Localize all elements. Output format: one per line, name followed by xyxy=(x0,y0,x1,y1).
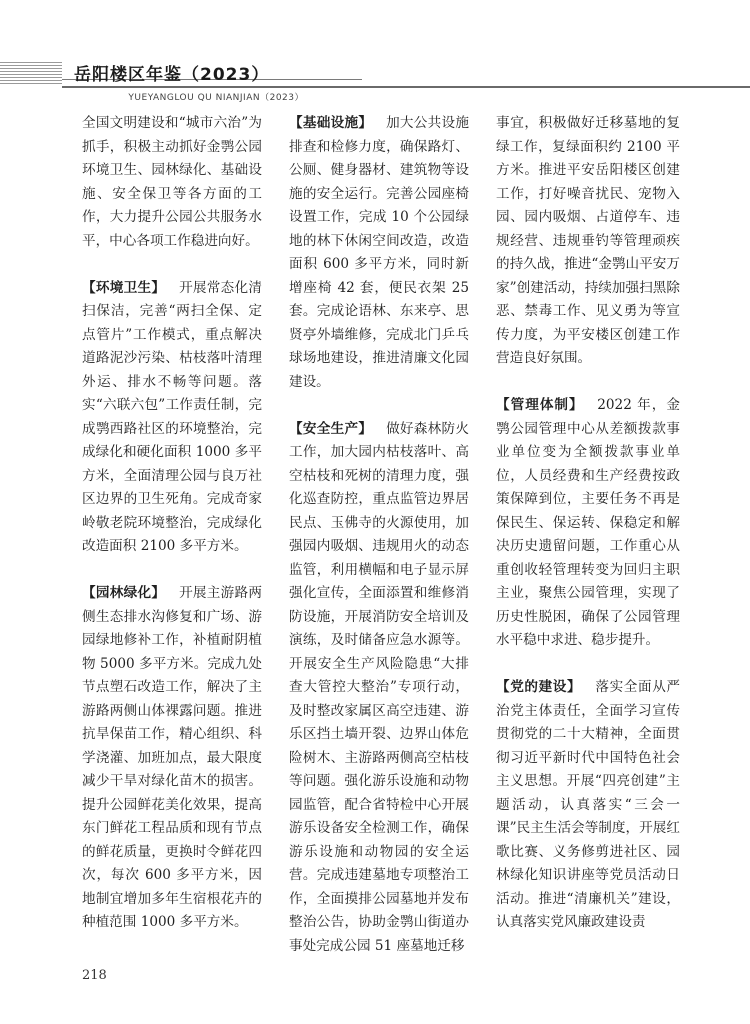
paragraph-text: 加大公共设施排查和检修力度，确保路灯、公厕、健身器材、建筑物等设施的安全运行。完善公园座椅设置工作，完成 10 个公园绿地的林下休闲空间改造，改造面积 600 多平方米，同时新增座椅 42 套，便民衣架 25 套。完成论语林、东来亭、思贤亭外墙维修，完成北门乒乓球场地建设，推进清廉文化园建设。 xyxy=(289,115,469,390)
paragraph xyxy=(82,277,262,559)
header-rule xyxy=(62,86,750,88)
page-number: 218 xyxy=(82,968,107,983)
text-column-1 xyxy=(82,112,262,958)
paragraph xyxy=(82,582,262,935)
section-keyword: 【基础设施】 xyxy=(289,115,373,131)
paragraph xyxy=(289,418,469,959)
paragraph xyxy=(82,112,262,253)
paragraph-text: 开展常态化清扫保洁，完善“两扫全保、定点管片”工作模式，重点解决道路泥沙污染、枯枝落叶清理外运、排水不畅等问题。落实“六联六包”工作责任制，完成鹗西路社区的环境整治，完成绿化和硬化面积 1000 多平方米，全面清理公园与良万社区边界的卫生死角。完成奇家岭敬老院环境整治，完成绿化改造面积 2100 多平方米。 xyxy=(82,279,262,554)
text-column-2 xyxy=(289,112,469,982)
section-keyword: 【管理体制】 xyxy=(496,397,584,413)
running-header-title: 岳阳楼区年鉴（2023） xyxy=(74,65,270,85)
section-keyword: 【党的建设】 xyxy=(496,679,582,695)
section-keyword: 【环境卫生】 xyxy=(82,279,166,296)
paragraph xyxy=(496,676,680,935)
section-keyword: 【园林绿化】 xyxy=(82,585,166,601)
header-stripes-decoration xyxy=(0,62,62,84)
paragraph-text: 开展主游路两侧生态排水沟修复和广场、游园绿地修补工作，补植耐阴植物 5000 多平方米。完成九处节点塑石改造工作，解决了主游路两侧山体裸露问题。推进抗旱保苗工作，精心组织、科学浇灌、加班加点，最大限度减少干旱对绿化苗木的损害。提升公园鲜花美化效果，提高东门鲜花工程品质和现有节点的鲜花质量，更换时令鲜花四次，每次 600 多平方米，因地制宜增加多年生宿根花卉的种植范围 1000 多平方米。 xyxy=(82,585,262,930)
paragraph xyxy=(496,112,680,371)
paragraph-text: 落实全面从严治党主体责任，全面学习宣传贯彻党的二十大精神，全面贯彻习近平新时代中国特色社会主义思想。开展“四亮创建”主题活动，认真落实“三会一课”民主生活会等制度，开展红歌比赛、义务修剪进社区、园林绿化知识讲座等党员活动日活动。推进“清廉机关”建设，认真落实党风廉政建设责 xyxy=(496,679,680,930)
paragraph xyxy=(496,394,680,653)
paragraph-text: 2022 年，金鹗公园管理中心从差额拨款事业单位变为全额拨款事业单位，人员经费和生产经费按政策保障到位，主要任务不再是保民生、保运转、保稳定和解决历史遗留问题，工作重心从重创收轻管理转变为回归主职主业，聚焦公园管理，实现了历史性脱困，确保了公园管理水平稳中求进、稳步提升。 xyxy=(496,397,680,648)
paragraph-text: 事宜，积极做好迁移墓地的复绿工作，复绿面积约 2100 平方米。推进平安岳阳楼区创建工作，打好噪音扰民、宠物入园、园内吸烟、占道停车、违规经营、违规垂钓等管理顽疾的持久战，推进“金鹗山平安万家”创建活动，持续加强扫黑除恶、禁毒工作、见义勇为等宣传力度，为平安楼区创建工作营造良好氛围。 xyxy=(496,115,680,366)
running-header-subtitle: YUEYANGLOU QU NIANJIAN（2023） xyxy=(128,93,304,103)
paragraph-text: 做好森林防火工作，加大园内枯枝落叶、高空枯枝和死树的清理力度，强化巡查防控，重点监管边界居民点、玉佛寺的火源使用，加强园内吸烟、违规用火的动态监管，利用横幅和电子显示屏强化宣传，全面添置和维修消防设施，开展消防安全培训及演练，及时储备应急水源等。开展安全生产风险隐患“大排查大管控大整治”专项行动，及时整改家属区高空违建、游乐区挡土墙开裂、边界山体危险树木、主游路两侧高空枯枝等问题。强化游乐设施和动物园监管，配合省特检中心开展游乐设备安全检测工作，确保游乐设施和动物园的安全运营。完成违建墓地专项整治工作，全面摸排公园墓地并发布整治公告，协助金鹗山街道办事处完成公园 51 座墓地迁移 xyxy=(289,420,469,954)
section-keyword: 【安全生产】 xyxy=(289,420,373,437)
text-column-3 xyxy=(496,112,680,958)
paragraph-text: 全国文明建设和“城市六治”为抓手，积极主动抓好金鹗公园环境卫生、园林绿化、基础设施、安全保卫等各方面的工作，大力提升公园公共服务水平，中心各项工作稳进向好。 xyxy=(82,115,262,249)
paragraph xyxy=(289,112,469,394)
